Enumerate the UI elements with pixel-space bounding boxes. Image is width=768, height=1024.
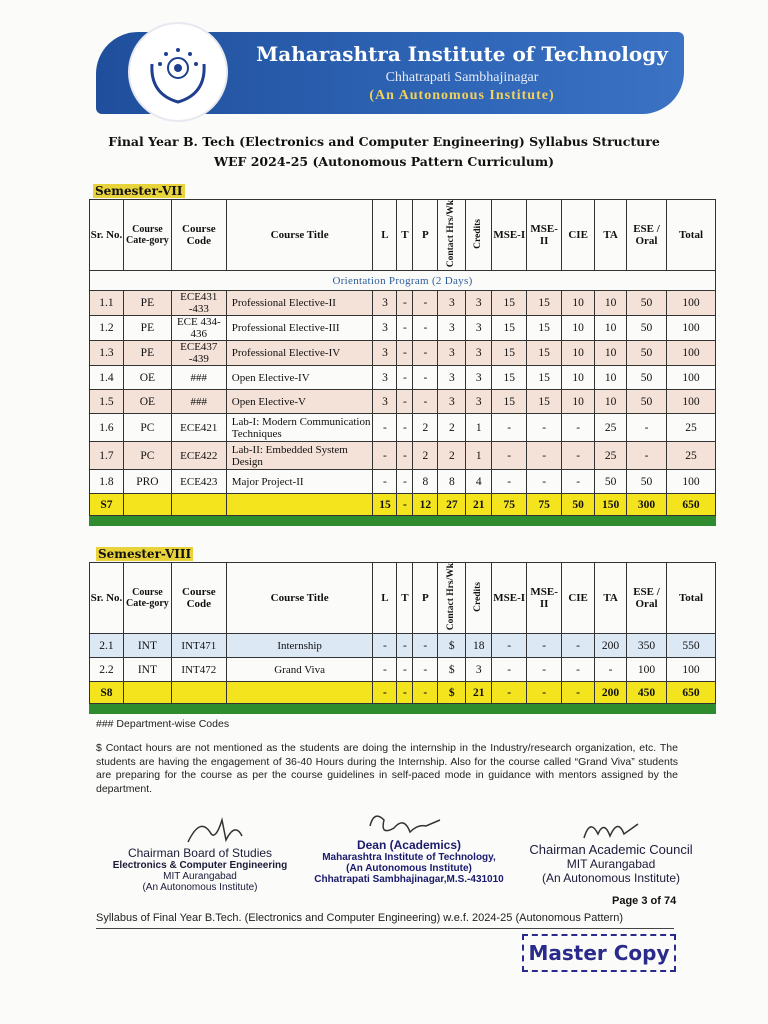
- col-title: Course Title: [226, 200, 373, 271]
- cell-title: Open Elective-V: [226, 390, 373, 414]
- cell-p: -: [413, 291, 438, 316]
- table-row: [90, 634, 716, 658]
- cell-mse1: -: [492, 470, 527, 494]
- cell-code: ECE431 -433: [171, 291, 226, 316]
- total-hrs: $: [438, 682, 466, 704]
- cell-title: Major Project-II: [226, 470, 373, 494]
- cell-mse1: 15: [492, 291, 527, 316]
- cell-sr: 1.2: [90, 316, 124, 341]
- cell-p: 8: [413, 470, 438, 494]
- cell-l: 3: [373, 316, 397, 341]
- cell-p: 2: [413, 442, 438, 470]
- col-code: Course Code: [171, 200, 226, 271]
- cell-cat: PC: [123, 442, 171, 470]
- cell-code: ECE421: [171, 414, 226, 442]
- cell-code: ECE 434-436: [171, 316, 226, 341]
- semester-vii-table: [89, 199, 716, 526]
- cell-t: -: [397, 658, 413, 682]
- cell-mse2: 15: [527, 291, 562, 316]
- semester-vii-label: Semester-VII: [95, 184, 183, 198]
- cell-title: Professional Elective-II: [226, 291, 373, 316]
- table-header-row: [90, 563, 716, 634]
- cell-cie: -: [562, 414, 595, 442]
- semester-viii-label: Semester-VIII: [98, 547, 192, 561]
- green-band-row: [90, 704, 716, 714]
- bos-signature-block: [100, 846, 300, 893]
- cell-total: 100: [666, 341, 715, 366]
- cell-mse1: 15: [492, 341, 527, 366]
- council-title: Chairman Academic Council: [529, 842, 693, 857]
- cell-l: 3: [373, 390, 397, 414]
- cell-code: INT471: [171, 634, 226, 658]
- cell-ese: -: [627, 414, 667, 442]
- cell-cr: 1: [466, 414, 492, 442]
- green-band-row: [90, 516, 716, 526]
- contact-hours-note: $ Contact hours are not mentioned as the students are doing the internship in the Industry/research organization, etc. The students are having the engagement of 36-40 Hours during the Internship. Also for the course called “Grand Viva” students are preparing for the course as per the course guidelines in self-paced mode in guidance with mentors assigned by the department.: [96, 742, 678, 795]
- cell-cat: PE: [123, 291, 171, 316]
- cell-hrs: 3: [438, 341, 466, 366]
- cell-cat: PC: [123, 414, 171, 442]
- dean-institute: Maharashtra Institute of Technology,: [322, 852, 496, 863]
- total-cr: 21: [466, 682, 492, 704]
- cell-ta: 25: [595, 414, 627, 442]
- cell-cie: -: [562, 634, 595, 658]
- cell-mse1: -: [492, 658, 527, 682]
- col-title: Course Title: [226, 563, 373, 634]
- col-mse2: MSE-II: [527, 200, 562, 271]
- cell-mse2: 15: [527, 366, 562, 390]
- cell-hrs: 8: [438, 470, 466, 494]
- cell-ta: 25: [595, 442, 627, 470]
- master-copy-stamp: Master Copy: [522, 934, 676, 972]
- cell-cat: INT: [123, 634, 171, 658]
- cell-p: -: [413, 658, 438, 682]
- total-empty-cell: [171, 682, 226, 704]
- cell-l: 3: [373, 366, 397, 390]
- institute-status: (An Autonomous Institute): [369, 88, 555, 103]
- cell-t: -: [397, 634, 413, 658]
- cell-ese: 50: [627, 470, 667, 494]
- total-empty-cell: [123, 682, 171, 704]
- total-total: 650: [666, 494, 715, 516]
- cell-cr: 3: [466, 658, 492, 682]
- cell-cie: 10: [562, 366, 595, 390]
- col-code: Course Code: [171, 563, 226, 634]
- total-mse1: -: [492, 682, 527, 704]
- institute-city: Chhatrapati Sambhajinagar: [385, 70, 539, 85]
- bos-dept: Electronics & Computer Engineering: [112, 860, 288, 871]
- cell-sr: 2.1: [90, 634, 124, 658]
- cell-mse2: -: [527, 470, 562, 494]
- cell-mse2: 15: [527, 341, 562, 366]
- col-cie: CIE: [562, 200, 595, 271]
- council-institute: MIT Aurangabad: [566, 857, 656, 871]
- cell-t: -: [397, 341, 413, 366]
- cell-cat: INT: [123, 658, 171, 682]
- cell-ta: 10: [595, 341, 627, 366]
- cell-ta: 10: [595, 291, 627, 316]
- total-sr: S8: [90, 682, 124, 704]
- cell-hrs: 2: [438, 442, 466, 470]
- cell-ese: 100: [627, 658, 667, 682]
- cell-ese: 350: [627, 634, 667, 658]
- col-credits: Credits: [472, 581, 483, 612]
- col-t: T: [397, 563, 413, 634]
- cell-l: -: [373, 442, 397, 470]
- cell-total: 100: [666, 366, 715, 390]
- col-t: T: [397, 200, 413, 271]
- total-empty-cell: [171, 494, 226, 516]
- total-p: -: [413, 682, 438, 704]
- cell-mse1: 15: [492, 316, 527, 341]
- council-status: (An Autonomous Institute): [541, 871, 681, 885]
- total-empty-cell: [123, 494, 171, 516]
- cell-cie: 10: [562, 341, 595, 366]
- cell-p: -: [413, 366, 438, 390]
- total-sr: S7: [90, 494, 124, 516]
- cell-sr: 1.5: [90, 390, 124, 414]
- total-t: -: [397, 682, 413, 704]
- cell-mse2: -: [527, 634, 562, 658]
- col-contact-hrs: Contact Hrs/Wk: [446, 200, 457, 268]
- col-credits: Credits: [473, 218, 483, 249]
- institute-name: Maharashtra Institute of Technology: [256, 42, 668, 66]
- document-subtitle: WEF 2024-25 (Autonomous Pattern Curriculum): [213, 154, 555, 169]
- cell-title: Grand Viva: [226, 658, 373, 682]
- cell-code: ECE422: [171, 442, 226, 470]
- cell-mse1: -: [492, 442, 527, 470]
- table-row: [90, 442, 716, 470]
- bos-institute: MIT Aurangabad: [163, 871, 237, 882]
- cell-code: ###: [171, 366, 226, 390]
- institute-logo: [128, 22, 228, 122]
- cell-code: INT472: [171, 658, 226, 682]
- cell-title: Lab-I: Modern Communication Techniques: [226, 414, 373, 442]
- col-l: L: [373, 563, 397, 634]
- cell-cie: 10: [562, 291, 595, 316]
- cell-ta: -: [595, 658, 627, 682]
- cell-total: 25: [666, 442, 715, 470]
- cell-sr: 1.6: [90, 414, 124, 442]
- cell-hrs: 3: [438, 316, 466, 341]
- cell-cie: 10: [562, 316, 595, 341]
- cell-cie: 10: [562, 390, 595, 414]
- total-empty-cell: [226, 682, 373, 704]
- green-band: [90, 516, 716, 526]
- cell-hrs: $: [438, 634, 466, 658]
- cell-ese: 50: [627, 291, 667, 316]
- cell-ese: -: [627, 442, 667, 470]
- cell-p: -: [413, 634, 438, 658]
- total-l: -: [373, 682, 397, 704]
- cell-sr: 2.2: [90, 658, 124, 682]
- cell-mse2: 15: [527, 316, 562, 341]
- cell-cr: 3: [466, 316, 492, 341]
- total-l: 15: [373, 494, 397, 516]
- bos-title: Chairman Board of Studies: [127, 846, 273, 860]
- bos-status: (An Autonomous Institute): [142, 882, 258, 893]
- cell-p: -: [413, 341, 438, 366]
- cell-cat: PE: [123, 316, 171, 341]
- col-mse1: MSE-I: [492, 200, 527, 271]
- col-sr-no: Sr. No.: [90, 563, 124, 634]
- col-ese-oral: ESE / Oral: [627, 563, 667, 634]
- col-mse1: MSE-I: [492, 563, 527, 634]
- cell-cr: 3: [466, 291, 492, 316]
- cell-ese: 50: [627, 341, 667, 366]
- cell-hrs: 3: [438, 390, 466, 414]
- council-signature-block: [506, 842, 716, 885]
- cell-l: -: [373, 634, 397, 658]
- table-row: [90, 341, 716, 366]
- cell-mse1: -: [492, 634, 527, 658]
- cell-cat: OE: [123, 366, 171, 390]
- cell-t: -: [397, 470, 413, 494]
- total-ta: 150: [595, 494, 627, 516]
- cell-l: 3: [373, 341, 397, 366]
- dean-status: (An Autonomous Institute): [346, 863, 472, 874]
- cell-ta: 10: [595, 316, 627, 341]
- cell-ta: 200: [595, 634, 627, 658]
- cell-mse2: -: [527, 658, 562, 682]
- cell-total: 100: [666, 658, 715, 682]
- col-l: L: [373, 200, 397, 271]
- cell-code: ECE437 -439: [171, 341, 226, 366]
- total-empty-cell: [226, 494, 373, 516]
- col-p: P: [413, 563, 438, 634]
- total-total: 650: [666, 682, 715, 704]
- cell-title: Professional Elective-IV: [226, 341, 373, 366]
- table-row: [90, 470, 716, 494]
- cell-t: -: [397, 316, 413, 341]
- dept-codes-note: ### Department-wise Codes: [96, 718, 230, 730]
- col-total: Total: [666, 200, 715, 271]
- cell-title: Lab-II: Embedded System Design: [226, 442, 373, 470]
- col-sr-no: Sr. No.: [90, 200, 124, 271]
- cell-l: -: [373, 658, 397, 682]
- cell-cat: OE: [123, 390, 171, 414]
- cell-title: Open Elective-IV: [226, 366, 373, 390]
- col-ese-oral: ESE / Oral: [627, 200, 667, 271]
- col-category: Course Cate-gory: [123, 200, 171, 271]
- dean-signature-block: [300, 838, 518, 885]
- col-mse2: MSE-II: [527, 563, 562, 634]
- cell-t: -: [397, 442, 413, 470]
- cell-cat: PE: [123, 341, 171, 366]
- total-cie: 50: [562, 494, 595, 516]
- cell-sr: 1.8: [90, 470, 124, 494]
- cell-sr: 1.7: [90, 442, 124, 470]
- emblem-icon: [130, 24, 226, 120]
- cell-hrs: $: [438, 658, 466, 682]
- cell-cr: 3: [466, 390, 492, 414]
- col-total: Total: [666, 563, 715, 634]
- cell-sr: 1.3: [90, 341, 124, 366]
- table-row: [90, 658, 716, 682]
- cell-ese: 50: [627, 316, 667, 341]
- cell-sr: 1.4: [90, 366, 124, 390]
- total-cr: 21: [466, 494, 492, 516]
- total-mse2: -: [527, 682, 562, 704]
- cell-code: ###: [171, 390, 226, 414]
- cell-t: -: [397, 390, 413, 414]
- total-t: -: [397, 494, 413, 516]
- cell-ta: 10: [595, 390, 627, 414]
- cell-t: -: [397, 414, 413, 442]
- cell-ese: 50: [627, 366, 667, 390]
- cell-total: 25: [666, 414, 715, 442]
- cell-title: Internship: [226, 634, 373, 658]
- cell-cr: 1: [466, 442, 492, 470]
- cell-l: 3: [373, 291, 397, 316]
- cell-mse2: -: [527, 414, 562, 442]
- cell-total: 100: [666, 390, 715, 414]
- cell-ese: 50: [627, 390, 667, 414]
- cell-total: 100: [666, 291, 715, 316]
- semester-viii-table: [89, 562, 716, 714]
- total-cie: -: [562, 682, 595, 704]
- dean-address: Chhatrapati Sambhajinagar,M.S.-431010: [314, 874, 504, 885]
- cell-l: -: [373, 414, 397, 442]
- cell-cr: 4: [466, 470, 492, 494]
- col-ta: TA: [595, 200, 627, 271]
- total-ese: 450: [627, 682, 667, 704]
- cell-cie: -: [562, 442, 595, 470]
- cell-cr: 3: [466, 341, 492, 366]
- cell-mse1: -: [492, 414, 527, 442]
- page-footer: Syllabus of Final Year B.Tech. (Electronics and Computer Engineering) w.e.f. 2024-25 (Autonomous Pattern): [96, 912, 624, 924]
- dean-title: Dean (Academics): [356, 838, 462, 852]
- col-cie: CIE: [562, 563, 595, 634]
- cell-ta: 10: [595, 366, 627, 390]
- table-row: [90, 291, 716, 316]
- cell-cie: -: [562, 470, 595, 494]
- total-row: [90, 494, 716, 516]
- cell-hrs: 3: [438, 291, 466, 316]
- total-ese: 300: [627, 494, 667, 516]
- table-header-row: [90, 200, 716, 271]
- table-row: [90, 390, 716, 414]
- cell-title: Professional Elective-III: [226, 316, 373, 341]
- cell-mse2: -: [527, 442, 562, 470]
- table-row: [90, 366, 716, 390]
- cell-cat: PRO: [123, 470, 171, 494]
- cell-code: ECE423: [171, 470, 226, 494]
- cell-hrs: 2: [438, 414, 466, 442]
- cell-cr: 18: [466, 634, 492, 658]
- col-category: Course Cate-gory: [123, 563, 171, 634]
- table-row: [90, 414, 716, 442]
- cell-t: -: [397, 366, 413, 390]
- footer-divider: [96, 928, 674, 929]
- orientation-program: Orientation Program (2 Days): [90, 271, 716, 291]
- cell-total: 100: [666, 316, 715, 341]
- cell-p: 2: [413, 414, 438, 442]
- cell-cr: 3: [466, 366, 492, 390]
- page-number: Page 3 of 74: [612, 895, 677, 907]
- cell-mse1: 15: [492, 390, 527, 414]
- col-p: P: [413, 200, 438, 271]
- cell-sr: 1.1: [90, 291, 124, 316]
- col-contact-hrs: Contact Hrs/Wk: [446, 563, 457, 631]
- cell-cie: -: [562, 658, 595, 682]
- total-ta: 200: [595, 682, 627, 704]
- total-mse1: 75: [492, 494, 527, 516]
- cell-t: -: [397, 291, 413, 316]
- cell-mse1: 15: [492, 366, 527, 390]
- total-hrs: 27: [438, 494, 466, 516]
- cell-mse2: 15: [527, 390, 562, 414]
- total-row: [90, 682, 716, 704]
- cell-l: -: [373, 470, 397, 494]
- document-title: Final Year B. Tech (Electronics and Computer Engineering) Syllabus Structure: [108, 134, 660, 149]
- total-p: 12: [413, 494, 438, 516]
- cell-hrs: 3: [438, 366, 466, 390]
- green-band: [90, 704, 716, 714]
- cell-total: 100: [666, 470, 715, 494]
- cell-ta: 50: [595, 470, 627, 494]
- total-mse2: 75: [527, 494, 562, 516]
- cell-p: -: [413, 390, 438, 414]
- table-row: [90, 316, 716, 341]
- cell-p: -: [413, 316, 438, 341]
- col-ta: TA: [595, 563, 627, 634]
- cell-total: 550: [666, 634, 715, 658]
